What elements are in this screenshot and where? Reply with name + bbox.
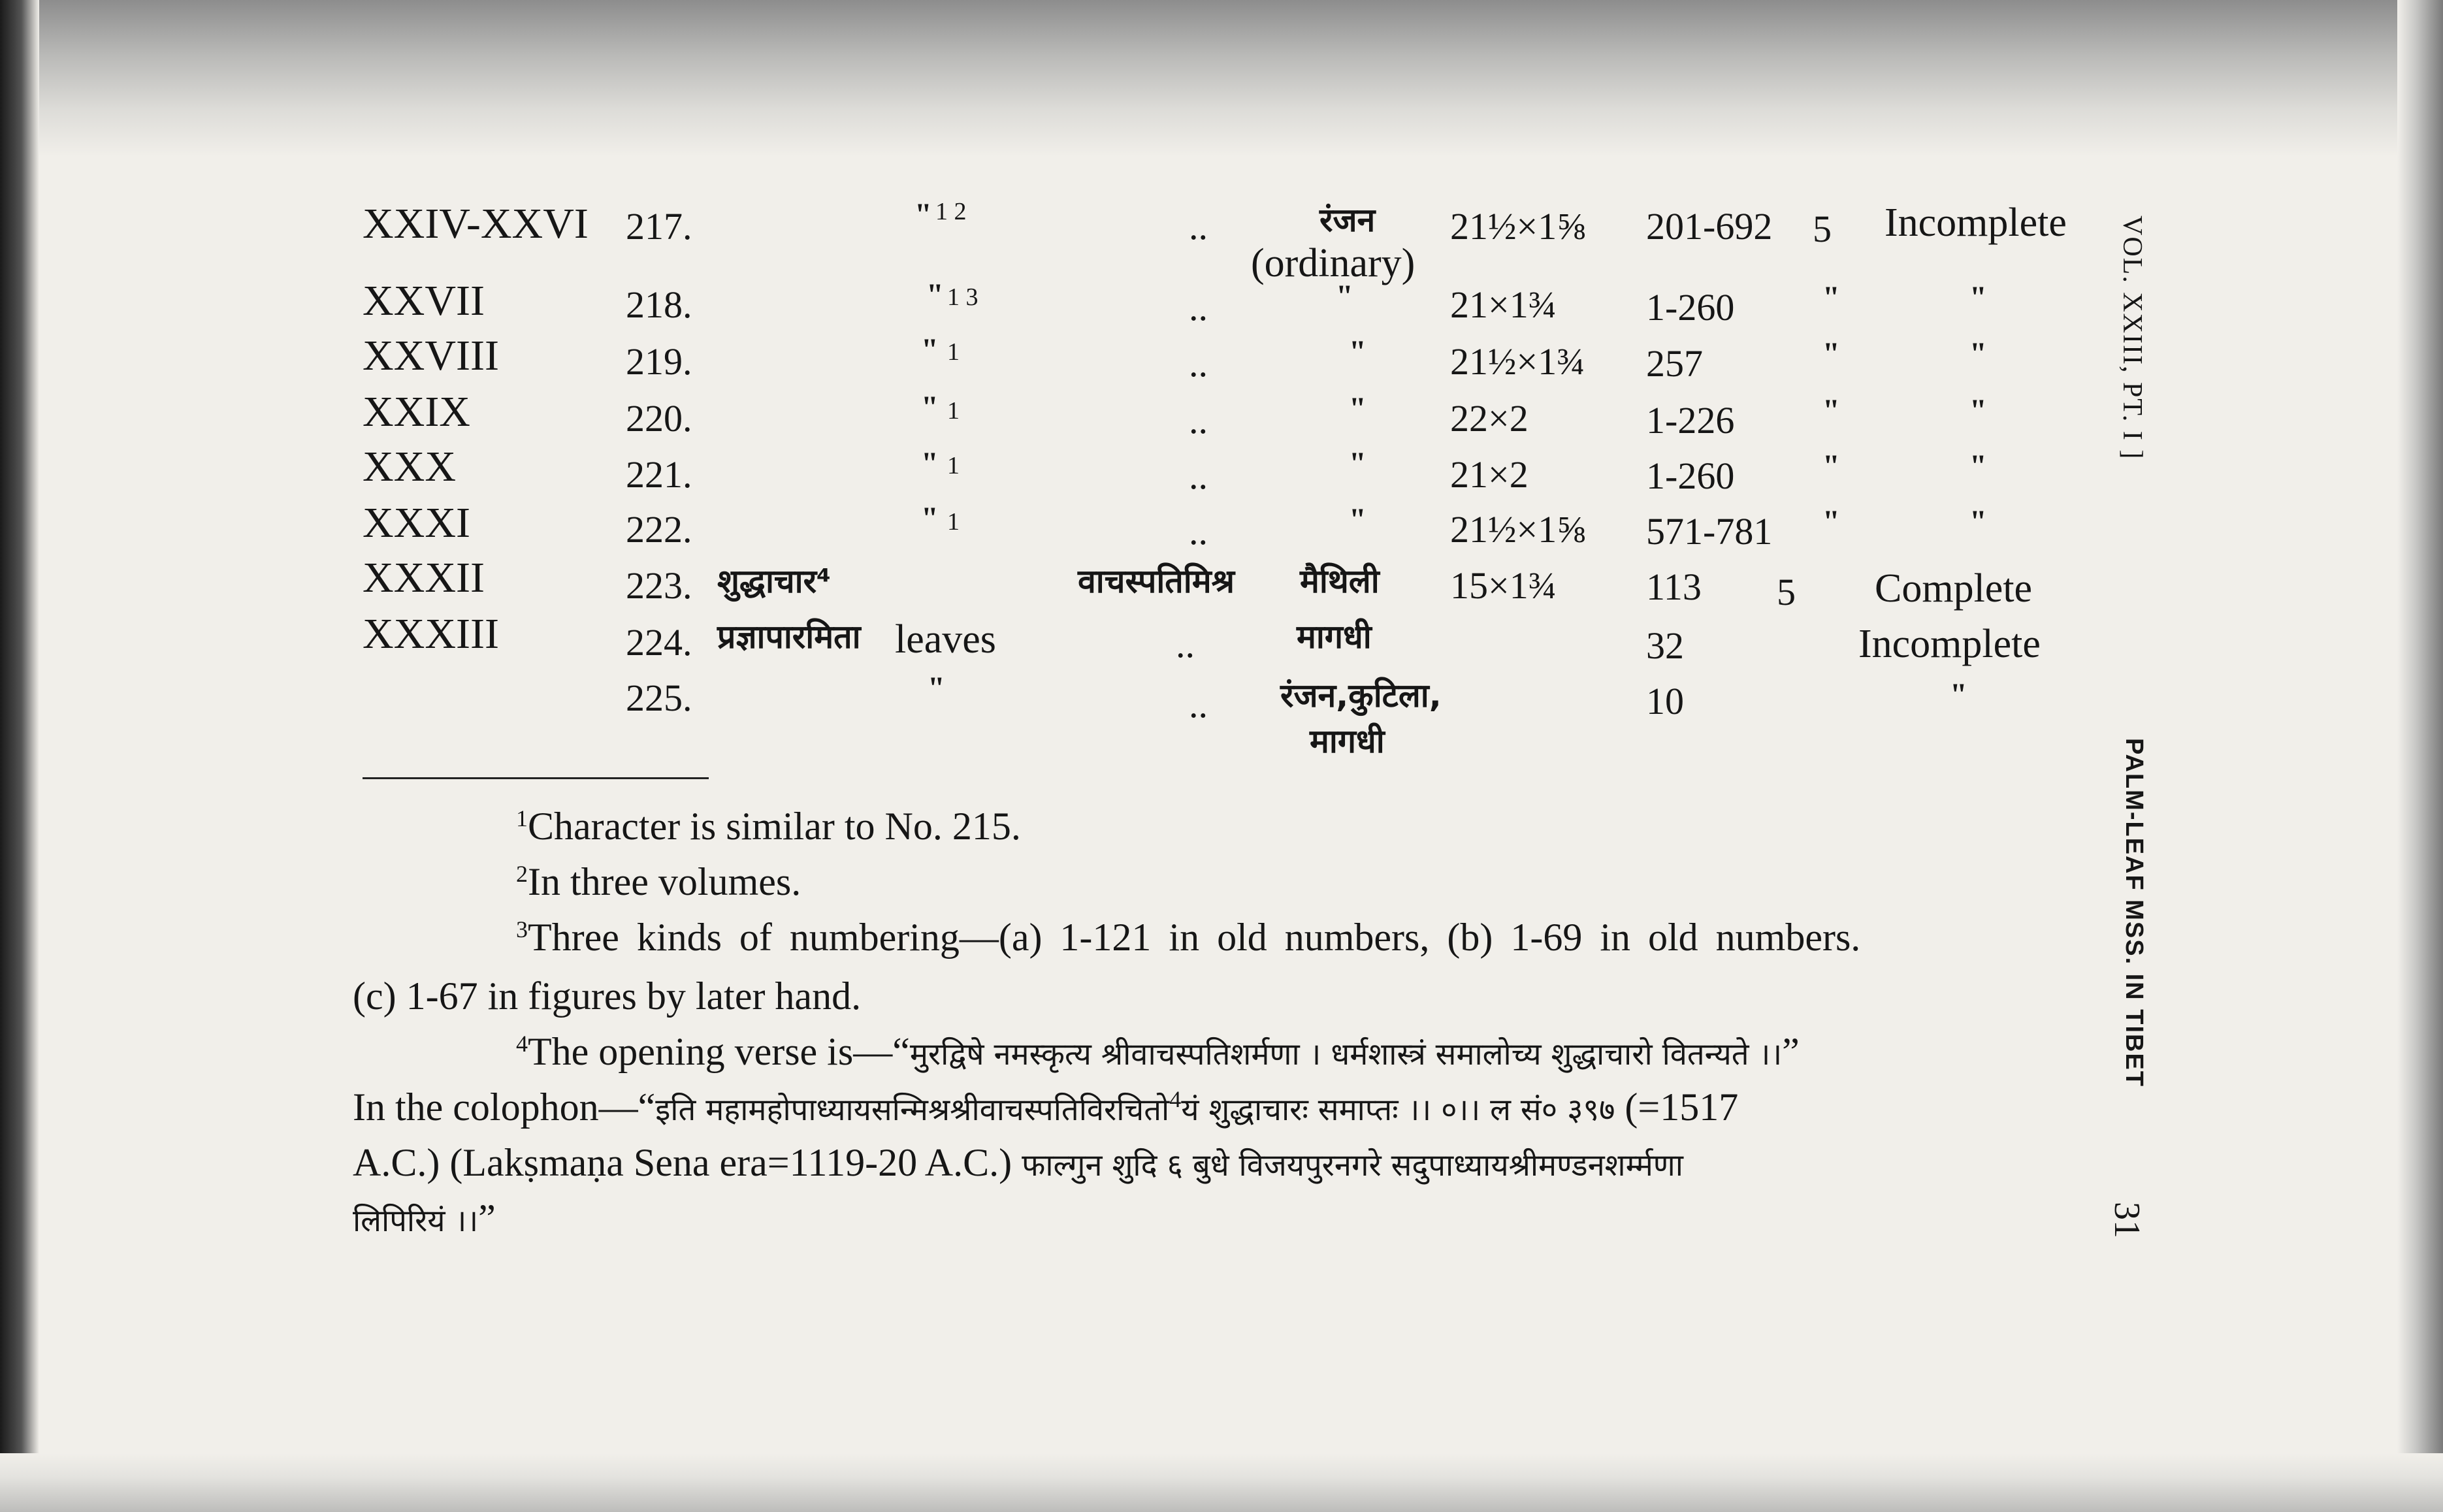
dots: .. bbox=[1189, 205, 1208, 248]
author: वाचस्पतिमिश्र bbox=[1078, 562, 1235, 600]
ms-number: 217. bbox=[626, 205, 692, 248]
leaves: 571-781 bbox=[1646, 510, 1773, 553]
dots: .. bbox=[1189, 510, 1208, 553]
footnote-mark: 4 bbox=[516, 1031, 528, 1057]
size: 21×1¾ bbox=[1450, 283, 1557, 326]
footnote-mark: 1 bbox=[516, 805, 528, 831]
footnote-divider bbox=[363, 777, 709, 779]
ms-number: 223. bbox=[626, 564, 692, 607]
footnote-text: In three volumes. bbox=[528, 860, 801, 903]
script: " bbox=[1349, 391, 1367, 426]
leaves: 10 bbox=[1646, 680, 1684, 722]
ditto-mark: " bbox=[921, 446, 939, 481]
status: " bbox=[1969, 449, 1987, 483]
footnote-text: In the colophon—“ bbox=[353, 1086, 656, 1129]
roman-number: XXXII bbox=[363, 554, 485, 602]
status: " bbox=[1969, 280, 1987, 315]
footnote-refs: 1 bbox=[947, 508, 960, 536]
status: " bbox=[1969, 336, 1987, 371]
footnote-4-colophon bbox=[353, 1087, 1738, 1127]
leaves: 257 bbox=[1646, 342, 1703, 385]
size: 22×2 bbox=[1450, 397, 1529, 440]
ditto-mark: " bbox=[928, 671, 945, 705]
footnote-4 bbox=[516, 1032, 1800, 1071]
footnote-devanagari: यं शुद्धाचारः समाप्तः ।। ०।। ल सं० ३९७ bbox=[1181, 1092, 1615, 1128]
footnote-devanagari: फाल्गुन शुदि ६ बुधे विजयपुरनगरे सदुपाध्यायश्रीमण्डनशर्म्मणा bbox=[1022, 1148, 1683, 1183]
roman-number: XXXIII bbox=[363, 610, 499, 658]
lines: " bbox=[1822, 504, 1840, 539]
script: " bbox=[1349, 334, 1367, 369]
footnote-mark: 4 bbox=[1169, 1086, 1182, 1112]
ms-number: 222. bbox=[626, 508, 692, 551]
script: " bbox=[1349, 446, 1367, 481]
volume-header: VOL. XXIII, PT. I ] bbox=[2117, 216, 2147, 460]
status: " bbox=[1950, 677, 1967, 712]
footnote-mark: 2 bbox=[516, 861, 528, 887]
script: रंजन,कुटिला, bbox=[1280, 677, 1442, 715]
lines: 5 bbox=[1777, 571, 1796, 613]
leaves: 113 bbox=[1646, 566, 1702, 608]
leaves: 1-260 bbox=[1646, 286, 1735, 329]
dots: .. bbox=[1189, 286, 1208, 329]
roman-number: XXIX bbox=[363, 388, 470, 436]
lines: " bbox=[1822, 393, 1840, 428]
roman-number: XXVIII bbox=[363, 332, 499, 379]
ms-number: 225. bbox=[626, 677, 692, 719]
footnote-text: The opening verse is—“ bbox=[528, 1030, 910, 1073]
footnote-text: Three kinds of numbering—(a) 1-121 in old numbers, (b) 1-69 in old numbers. bbox=[528, 916, 1861, 959]
footnote-text: ” bbox=[478, 1197, 496, 1240]
ms-title: प्रज्ञापारमिता bbox=[717, 618, 861, 656]
size: 21½×1¾ bbox=[1450, 340, 1585, 383]
leaves: 1-260 bbox=[1646, 455, 1735, 497]
script: " bbox=[1349, 502, 1367, 537]
script-sub: (ordinary) bbox=[1251, 241, 1416, 285]
dots: .. bbox=[1189, 342, 1208, 385]
lines: " bbox=[1822, 336, 1840, 371]
footnote-refs: 1 2 bbox=[935, 198, 967, 225]
footnote-devanagari: इति महामहोपाध्यायसन्मिश्रश्रीवाचस्पतिविरचितो bbox=[655, 1092, 1170, 1128]
ditto-mark: " bbox=[926, 278, 944, 312]
ms-number: 220. bbox=[626, 397, 692, 440]
footnote-devanagari: लिपिरियं ।। bbox=[353, 1203, 479, 1239]
footnote-4-end bbox=[353, 1198, 496, 1238]
ms-number: 221. bbox=[626, 453, 692, 496]
status: Incomplete bbox=[1858, 622, 2041, 666]
ditto-mark: " bbox=[921, 501, 939, 536]
script: मैथिली bbox=[1300, 562, 1380, 600]
ditto-mark: " bbox=[921, 390, 939, 425]
footnote-text: ” bbox=[1782, 1030, 1800, 1073]
lines: " bbox=[1822, 280, 1840, 315]
ms-number: 219. bbox=[626, 340, 692, 383]
ms-number: 224. bbox=[626, 621, 692, 664]
status: " bbox=[1969, 504, 1987, 539]
footnote-refs: 1 3 bbox=[947, 283, 979, 311]
script: रंजन bbox=[1319, 201, 1376, 239]
status: Incomplete bbox=[1885, 201, 2067, 245]
footnote-text: (=1517 bbox=[1615, 1086, 1739, 1129]
script: मागधी bbox=[1297, 618, 1372, 656]
script-sub: मागधी bbox=[1310, 722, 1385, 760]
footnote-refs: 1 bbox=[947, 338, 960, 366]
footnote-refs: 1 bbox=[947, 397, 960, 425]
leaves: 1-226 bbox=[1646, 399, 1735, 442]
leaves: 32 bbox=[1646, 624, 1684, 667]
footnote-2 bbox=[516, 862, 801, 901]
size: 21½×1⅝ bbox=[1450, 508, 1585, 551]
footnote-text: (c) 1-67 in figures by later hand. bbox=[353, 974, 862, 1018]
footnote-4-date bbox=[353, 1143, 1683, 1182]
footnote-1 bbox=[516, 807, 1021, 846]
size: 21×2 bbox=[1450, 453, 1529, 496]
lines: " bbox=[1822, 449, 1840, 483]
running-title: PALM-LEAF MSS. IN TIBET bbox=[2120, 738, 2148, 1088]
footnote-3 bbox=[516, 918, 1860, 957]
lines: 5 bbox=[1813, 208, 1832, 250]
page-number: 31 bbox=[2107, 1202, 2147, 1238]
roman-number: XXX bbox=[363, 443, 456, 491]
size: 15×1¾ bbox=[1450, 564, 1557, 607]
dots: .. bbox=[1189, 455, 1208, 497]
size: 21½×1⅝ bbox=[1450, 205, 1585, 248]
footnote-mark: 3 bbox=[516, 916, 528, 942]
roman-number: XXVII bbox=[363, 277, 485, 325]
script: " bbox=[1336, 279, 1353, 314]
status: Complete bbox=[1875, 566, 2033, 611]
status: " bbox=[1969, 393, 1987, 428]
footnote-refs: 1 bbox=[947, 452, 960, 479]
ms-title-suffix: leaves bbox=[895, 617, 996, 662]
leaves: 201-692 bbox=[1646, 205, 1773, 248]
dots: .. bbox=[1189, 683, 1208, 726]
dots: .. bbox=[1176, 623, 1195, 666]
ms-number: 218. bbox=[626, 283, 692, 326]
ditto-mark: " bbox=[921, 332, 939, 367]
footnote-3-cont bbox=[353, 976, 861, 1016]
footnote-devanagari: मुरद्विषे नमस्कृत्य श्रीवाचस्पतिशर्मणा । धर्मशास्त्रं समालोच्य शुद्धाचारो वितन्यते ।। bbox=[909, 1037, 1783, 1072]
roman-number: XXIV-XXVI bbox=[363, 200, 589, 248]
roman-number: XXXI bbox=[363, 499, 470, 547]
ditto-mark: " bbox=[914, 197, 932, 232]
ms-title: शुद्धाचार⁴ bbox=[717, 562, 831, 600]
footnote-text: A.C.) (Lakṣmaṇa Sena era=1119-20 A.C.) bbox=[353, 1141, 1022, 1184]
footnote-text: Character is similar to No. 215. bbox=[528, 805, 1021, 848]
dots: .. bbox=[1189, 399, 1208, 442]
